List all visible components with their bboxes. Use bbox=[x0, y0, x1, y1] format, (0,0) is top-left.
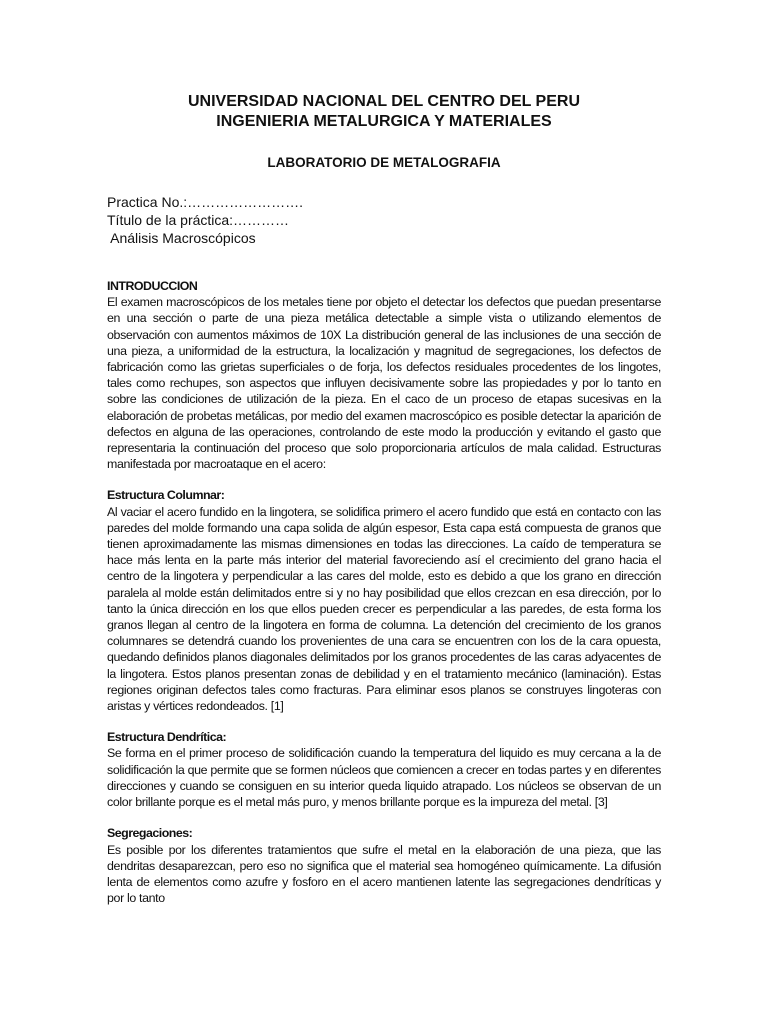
section-paragraph: El examen macroscópicos de los metales tiene por objeto el detectar los defectos que puedan presentarse en una sección o parte de una pieza metálica detectable a simple vista o utilizando elementos de observación con aumentos máximos de 10X La distribución general de las inclusiones de una sección de una pieza, a uniformidad de la estructura, la localización y magnitud de segregaciones, los defectos de fabricación como las grietas superficiales o de forja, los defectos residuales procedentes de los lingotes, tales como rechupes, son aspectos que influyen decisivamente sobre las propiedades y por lo tanto en sobre las condiciones de utilización de la pieza. En el caco de un proceso de etapas sucesivas en la elaboración de probetas metálicas, por medio del examen macroscópico es posible detectar la aparición de defectos en alguna de las operaciones, controlando de este modo la producción y evitando el gasto que representaria la continuación del proceso que solo proporcionaria artículos de mala calidad. Estructuras manifestada por macroataque en el acero: bbox=[107, 295, 661, 472]
section-heading: Estructura Columnar: bbox=[107, 488, 225, 503]
faculty-title: INGENIERIA METALURGICA Y MATERIALES bbox=[216, 113, 552, 130]
section-paragraph: Se forma en el primer proceso de solidificación cuando la temperatura del liquido es muy cercana a la de solidificación la que permite que se formen núcleos que comiencen a crecer en todas partes y en diferentes direcciones y cuando se consiguen en su interior queda liquido atrapado. Los núcleos se observan de un color brillante porque es el metal más puro, y menos brillante porque es la impureza del metal. [3] bbox=[107, 746, 661, 810]
section-paragraph: Al vaciar el acero fundido en la lingotera, se solidifica primero el acero fundido que está en contacto con las paredes del molde formando una capa solida de algún espesor, Esta capa está compuesta de granos que tienen aproximadamente las mismas dimensiones en todas las direcciones. La caído de temperatura se hace más lenta en la parte más interior del material favoreciendo así el crecimiento del grano hacia el centro de la lingotera y perpendicular a las cares del molde, esto es debido a que los grano en dirección paralela al molde están delimitados entre si y no hay posibilidad que ellos crezcan en esa dirección, por lo tanto la única dirección en los que ellos pueden crecer es perpendicular a las paredes, de esta forma los granos llegan al centro de la lingotera en forma de columna. La detención del crecimiento de los granos columnares se detendrá cuando los provenientes de una cara se encuentren con los de la cara opuesta, quedando definidos planos diagonales delimitados por los granos procedentes de las caras adyacentes de la lingotera. Estos planos presentan zonas de debilidad y en el tratamiento mecánico (laminación). Estas regiones originan defectos tales como fracturas. Para eliminar esos planos se construyes lingoteras con aristas y vértices redondeados. [1] bbox=[107, 504, 661, 714]
section-paragraph: Es posible por los diferentes tratamientos que sufre el metal en la elaboración de una pieza, que las dendritas desaparezcan, pero eso no significa que el material sea homogéneo químicamente. La difusión lenta de elementos como azufre y fosforo en el acero mantienen latente las segregaciones dendríticas y por lo tanto bbox=[107, 842, 661, 906]
practice-title: Título de la práctica:………… bbox=[107, 212, 290, 228]
lab-title: LABORATORIO DE METALOGRAFIA bbox=[267, 155, 501, 170]
section-estructura-columnar bbox=[107, 487, 661, 714]
section-estructura-dendritica bbox=[107, 729, 661, 810]
section-heading: Estructura Dendrítica: bbox=[107, 730, 227, 745]
section-heading: Segregaciones: bbox=[107, 826, 193, 841]
university-title: UNIVERSIDAD NACIONAL DEL CENTRO DEL PERU bbox=[187, 93, 581, 110]
section-introduccion bbox=[107, 278, 661, 472]
practice-number: Practica No.:……………………. bbox=[107, 194, 304, 210]
document-body bbox=[107, 278, 661, 921]
section-segregaciones bbox=[107, 825, 661, 906]
practice-topic: Análisis Macroscópicos bbox=[107, 230, 256, 246]
practice-info bbox=[107, 193, 303, 247]
section-heading: INTRODUCCION bbox=[107, 279, 198, 293]
